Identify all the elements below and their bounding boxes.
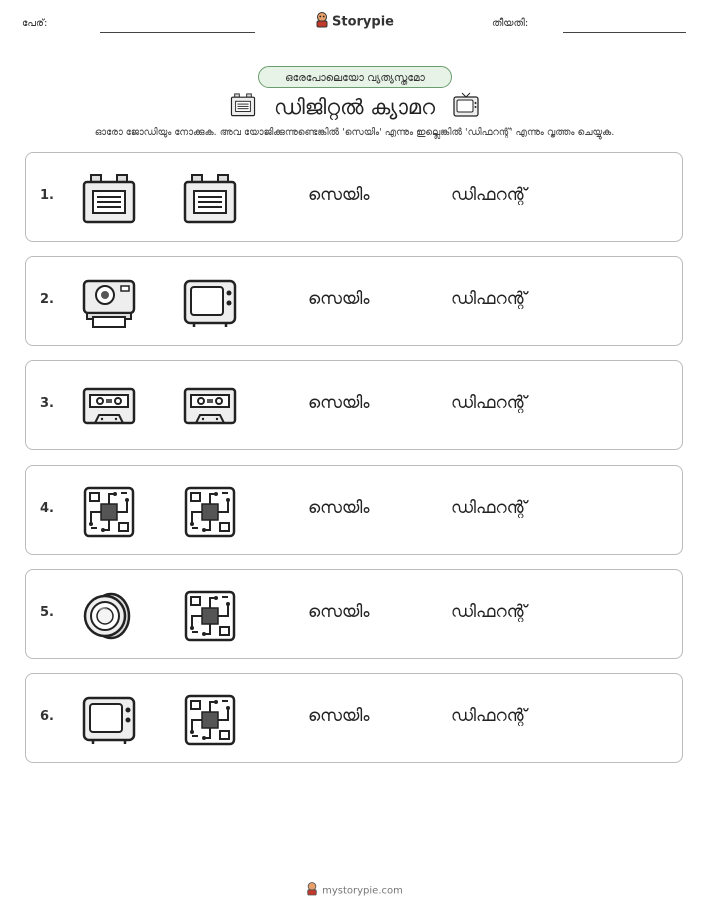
question-row	[25, 465, 683, 555]
chip-icon	[81, 486, 137, 538]
tv-icon	[452, 92, 480, 122]
page-title: ഡിജിറ്റൽ ക്യാമറ	[273, 94, 436, 119]
worksheet-badge: ഒരേപോലെയോ വ്യത്യസ്തമോ	[258, 66, 452, 88]
same-option[interactable]: സെയിം	[308, 601, 370, 622]
question-row	[25, 673, 683, 763]
battery-icon	[229, 93, 257, 121]
same-option[interactable]: സെയിം	[308, 706, 370, 726]
date-line[interactable]	[563, 32, 686, 33]
different-option[interactable]: ഡിഫറന്റ്	[451, 706, 527, 726]
brand-name: Storypie	[332, 14, 394, 30]
tv-icon	[182, 277, 238, 329]
footer-site: mystorypie.com	[322, 885, 403, 897]
lens-icon	[81, 590, 137, 642]
question-number: 2.	[40, 292, 54, 308]
same-option[interactable]: സെയിം	[308, 497, 370, 518]
question-row	[25, 569, 683, 659]
chip-icon	[182, 590, 238, 642]
footer	[0, 882, 709, 899]
instant-camera-icon	[81, 277, 137, 329]
different-option[interactable]: ഡിഫറന്റ്	[451, 289, 527, 310]
same-option[interactable]: സെയിം	[308, 185, 370, 205]
storypie-logo-icon	[315, 12, 329, 32]
same-option[interactable]: സെയിം	[308, 393, 370, 414]
question-number: 3.	[40, 396, 54, 412]
question-row	[25, 256, 683, 346]
question-number: 6.	[40, 709, 54, 724]
cassette-icon	[182, 381, 238, 433]
name-label: പേര്:	[22, 18, 48, 29]
brand-logo	[0, 12, 709, 32]
battery-icon	[182, 173, 238, 225]
different-option[interactable]: ഡിഫറന്റ്	[451, 601, 527, 622]
different-option[interactable]: ഡിഫറന്റ്	[451, 393, 527, 414]
question-number: 4.	[40, 500, 54, 516]
cassette-icon	[81, 381, 137, 433]
different-option[interactable]: ഡിഫറന്റ്	[451, 185, 527, 205]
question-row	[25, 360, 683, 450]
instructions: ഓരോ ജോഡിയും നോക്കുക. അവ യോജിക്കുന്നുണ്ടെങ്കിൽ 'സെയിം' എന്നും ഇല്ലെങ്കിൽ 'ഡിഫറന്റ്' എന്നും വൃത്തം ചെയ്യുക.	[94, 127, 615, 138]
title-row	[0, 92, 709, 122]
question-number: 5.	[40, 604, 54, 620]
battery-icon	[81, 173, 137, 225]
date-label: തീയതി:	[492, 18, 529, 29]
chip-icon	[182, 694, 238, 746]
tv-icon	[81, 694, 137, 746]
question-row	[25, 152, 683, 242]
name-line[interactable]	[100, 32, 255, 33]
different-option[interactable]: ഡിഫറന്റ്	[451, 497, 527, 518]
same-option[interactable]: സെയിം	[308, 289, 370, 310]
question-number: 1.	[40, 188, 54, 203]
chip-icon	[182, 486, 238, 538]
storypie-footer-logo-icon	[306, 882, 318, 899]
